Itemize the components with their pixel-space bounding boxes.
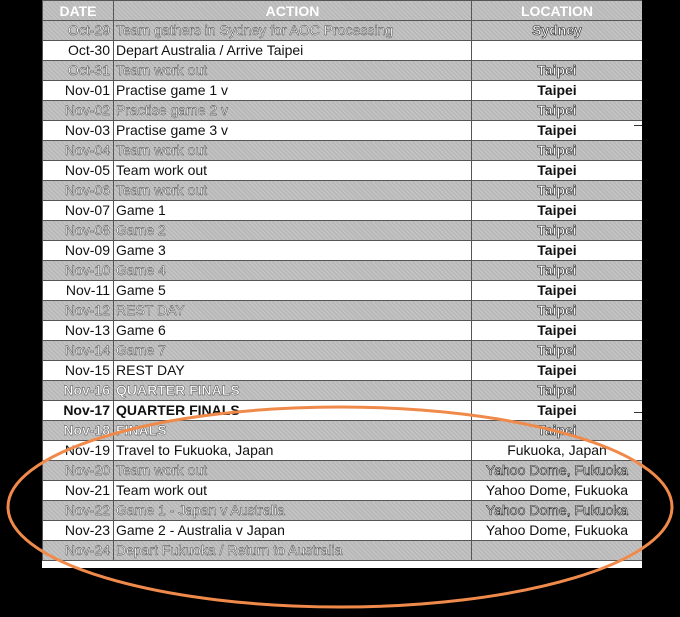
- table-row: [43, 281, 643, 301]
- table-row: [43, 141, 643, 161]
- date-cell: Nov-15: [43, 361, 114, 381]
- date-cell: Nov-23: [43, 521, 114, 541]
- date-cell: Nov-19: [43, 441, 114, 461]
- date-cell: Nov-03: [43, 121, 114, 141]
- action-cell: Team work out: [114, 181, 472, 201]
- date-cell: Nov-02: [43, 101, 114, 121]
- scan-mark: [634, 412, 642, 413]
- table-row: [43, 241, 643, 261]
- action-cell: QUARTER FINALS: [114, 381, 472, 401]
- location-cell: Taipei: [472, 241, 643, 261]
- location-cell: Taipei: [472, 141, 643, 161]
- date-cell: Nov-13: [43, 321, 114, 341]
- action-cell: Team gathers in Sydney for AOC Processing: [114, 21, 472, 41]
- action-cell: Practise game 1 v: [114, 81, 472, 101]
- scan-mark: [634, 125, 642, 126]
- date-cell: Oct-29: [43, 21, 114, 41]
- action-cell: Game 3: [114, 241, 472, 261]
- table-row: [43, 501, 643, 521]
- location-cell: [472, 41, 643, 61]
- table-row: [43, 81, 643, 101]
- action-cell: Team work out: [114, 141, 472, 161]
- date-cell: Nov-16: [43, 381, 114, 401]
- location-cell: Yahoo Dome, Fukuoka: [472, 461, 643, 481]
- location-cell: Taipei: [472, 421, 643, 441]
- table-row: [43, 61, 643, 81]
- location-cell: Taipei: [472, 341, 643, 361]
- location-cell: [472, 541, 643, 561]
- location-cell: Taipei: [472, 261, 643, 281]
- action-cell: REST DAY: [114, 301, 472, 321]
- date-cell: Nov-10: [43, 261, 114, 281]
- date-cell: Nov-20: [43, 461, 114, 481]
- action-cell: Game 1 - Japan v Australia: [114, 501, 472, 521]
- action-cell: Team work out: [114, 461, 472, 481]
- action-cell: FINALS: [114, 421, 472, 441]
- action-header: ACTION: [114, 1, 472, 21]
- location-cell: Sydney: [472, 21, 643, 41]
- schedule-sheet: [42, 0, 642, 568]
- date-cell: Nov-06: [43, 181, 114, 201]
- location-cell: Yahoo Dome, Fukuoka: [472, 481, 643, 501]
- table-row: [43, 201, 643, 221]
- action-cell: Team work out: [114, 481, 472, 501]
- action-cell: Team work out: [114, 161, 472, 181]
- table-row: [43, 301, 643, 321]
- location-cell: Taipei: [472, 321, 643, 341]
- date-cell: Nov-14: [43, 341, 114, 361]
- action-cell: Game 7: [114, 341, 472, 361]
- table-row: [43, 161, 643, 181]
- action-cell: Game 2: [114, 221, 472, 241]
- table-row: [43, 221, 643, 241]
- date-cell: Nov-17: [43, 401, 114, 421]
- location-cell: Taipei: [472, 181, 643, 201]
- table-row: [43, 481, 643, 501]
- location-cell: Taipei: [472, 81, 643, 101]
- action-cell: Game 6: [114, 321, 472, 341]
- date-cell: Oct-30: [43, 41, 114, 61]
- action-cell: Depart Australia / Arrive Taipei: [114, 41, 472, 61]
- action-cell: REST DAY: [114, 361, 472, 381]
- date-cell: Nov-07: [43, 201, 114, 221]
- table-row: [43, 421, 643, 441]
- table-row: [43, 261, 643, 281]
- location-cell: Taipei: [472, 381, 643, 401]
- date-cell: Nov-11: [43, 281, 114, 301]
- date-cell: Nov-12: [43, 301, 114, 321]
- table-row: [43, 101, 643, 121]
- location-cell: Taipei: [472, 161, 643, 181]
- date-cell: Nov-08: [43, 221, 114, 241]
- date-cell: Nov-05: [43, 161, 114, 181]
- action-cell: Team work out: [114, 61, 472, 81]
- action-cell: Game 1: [114, 201, 472, 221]
- schedule-table: [42, 0, 642, 561]
- action-cell: Depart Fukuoka / Return to Australia: [114, 541, 472, 561]
- table-row: [43, 441, 643, 461]
- table-row: [43, 401, 643, 421]
- location-cell: Taipei: [472, 221, 643, 241]
- table-row: [43, 341, 643, 361]
- location-cell: Taipei: [472, 201, 643, 221]
- action-cell: Game 2 - Australia v Japan: [114, 521, 472, 541]
- location-cell: Taipei: [472, 101, 643, 121]
- table-row: [43, 521, 643, 541]
- date-cell: Oct-31: [43, 61, 114, 81]
- date-cell: Nov-01: [43, 81, 114, 101]
- location-cell: Yahoo Dome, Fukuoka: [472, 501, 643, 521]
- location-cell: Taipei: [472, 61, 643, 81]
- table-row: [43, 121, 643, 141]
- date-header: DATE: [43, 1, 114, 21]
- date-cell: Nov-21: [43, 481, 114, 501]
- location-cell: Taipei: [472, 301, 643, 321]
- schedule-body: [43, 21, 643, 561]
- location-cell: Yahoo Dome, Fukuoka: [472, 521, 643, 541]
- header-row: [43, 1, 643, 21]
- date-cell: Nov-04: [43, 141, 114, 161]
- action-cell: Game 4: [114, 261, 472, 281]
- action-cell: Practise game 3 v: [114, 121, 472, 141]
- table-row: [43, 181, 643, 201]
- location-cell: Fukuoka, Japan: [472, 441, 643, 461]
- location-cell: Taipei: [472, 281, 643, 301]
- date-cell: Nov-09: [43, 241, 114, 261]
- location-cell: Taipei: [472, 121, 643, 141]
- action-cell: QUARTER FINALS: [114, 401, 472, 421]
- action-cell: Travel to Fukuoka, Japan: [114, 441, 472, 461]
- action-cell: Practise game 2 v: [114, 101, 472, 121]
- location-header: LOCATION: [472, 1, 643, 21]
- table-row: [43, 461, 643, 481]
- date-cell: Nov-18: [43, 421, 114, 441]
- table-row: [43, 541, 643, 561]
- table-row: [43, 21, 643, 41]
- table-row: [43, 41, 643, 61]
- date-cell: Nov-24: [43, 541, 114, 561]
- table-row: [43, 321, 643, 341]
- date-cell: Nov-22: [43, 501, 114, 521]
- action-cell: Game 5: [114, 281, 472, 301]
- table-row: [43, 361, 643, 381]
- location-cell: Taipei: [472, 401, 643, 421]
- location-cell: Taipei: [472, 361, 643, 381]
- table-row: [43, 381, 643, 401]
